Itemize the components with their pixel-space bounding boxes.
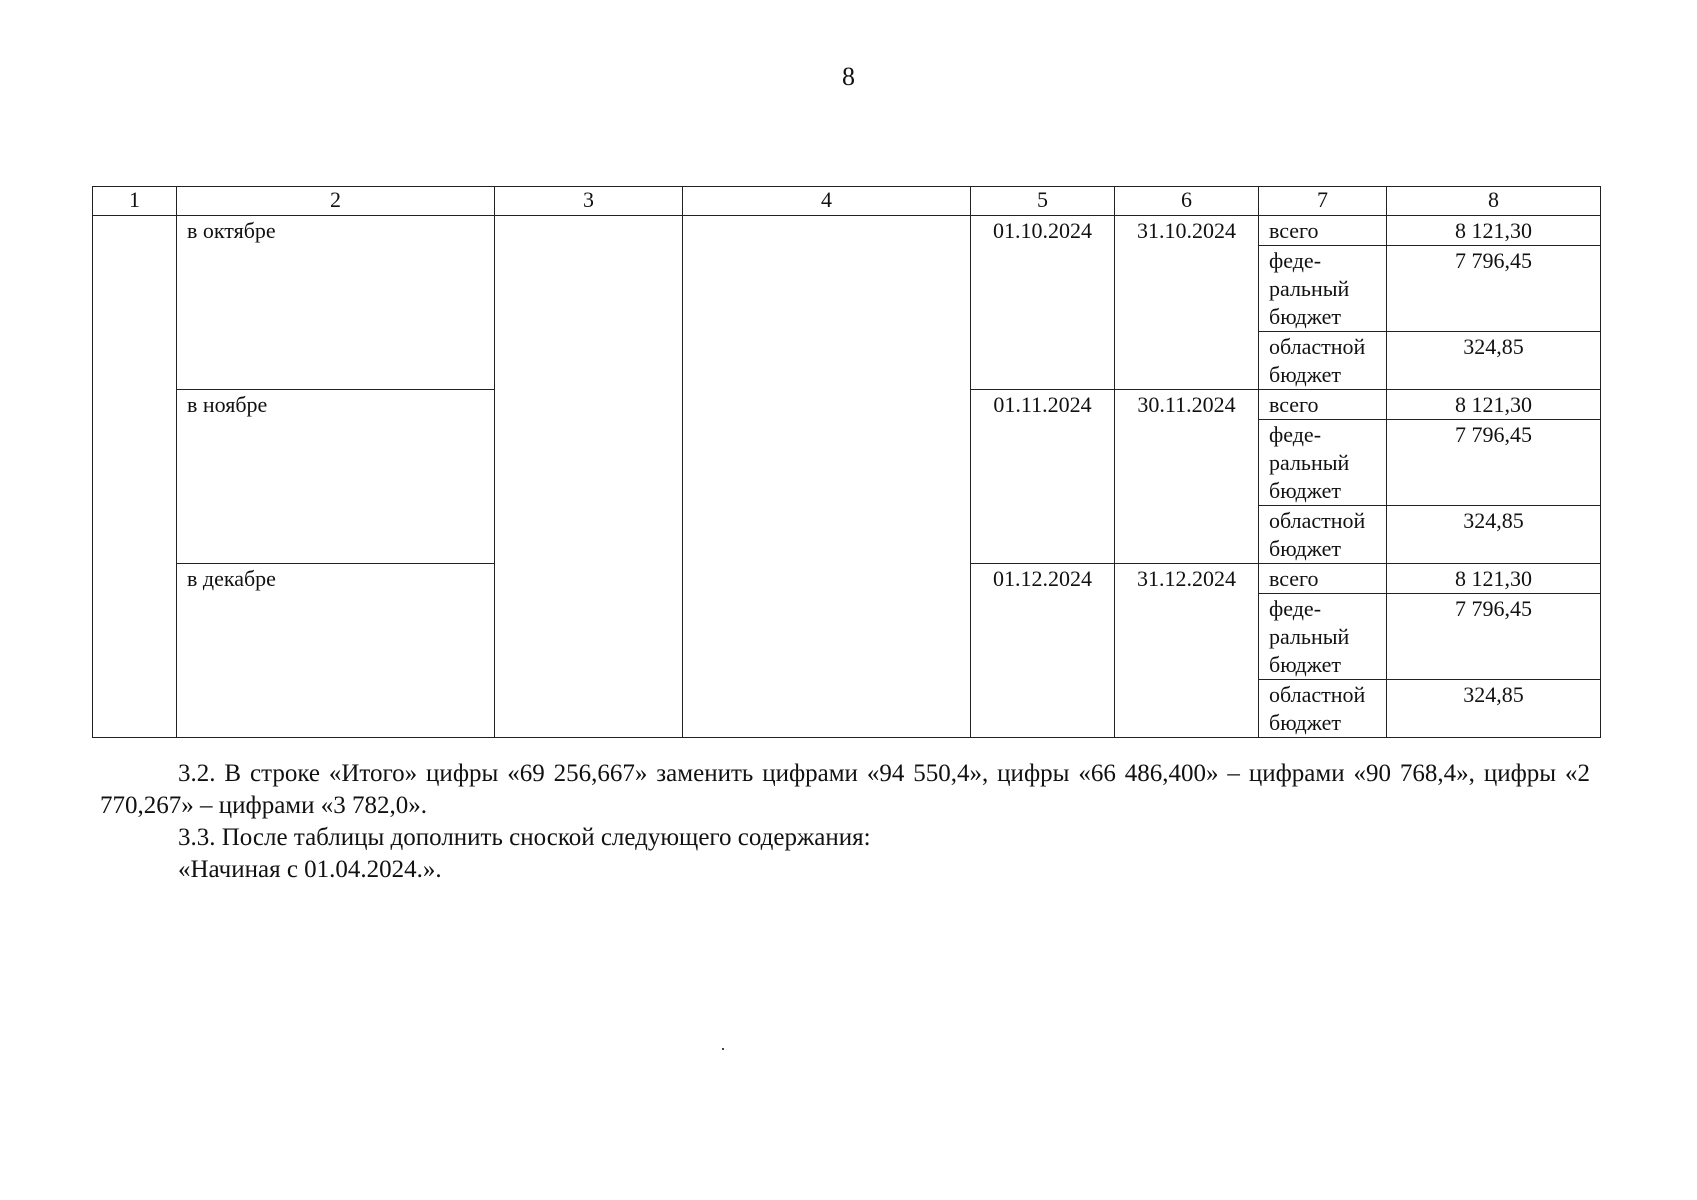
- header-cell: 8: [1387, 187, 1601, 216]
- category-total: всего: [1259, 390, 1387, 420]
- col4-empty-cell: [683, 216, 971, 738]
- col3-empty-cell: [495, 216, 683, 738]
- amount-total: 8 121,30: [1387, 216, 1601, 246]
- header-cell: 6: [1115, 187, 1259, 216]
- paragraph-3-2: 3.2. В строке «Итого» цифры «69 256,667» заменить цифрами «94 550,4», цифры «66 486,400» – цифрами «90 768,4», цифры «2 770,267» – цифрами «3 782,0».: [100, 760, 1590, 819]
- header-cell: 5: [971, 187, 1115, 216]
- category-federal: феде- ральный бюджет: [1259, 594, 1387, 680]
- amount-federal: 7 796,45: [1387, 246, 1601, 332]
- table-header-row: [93, 187, 1601, 216]
- amendment-text: [100, 758, 1590, 886]
- page-number: 8: [842, 62, 855, 91]
- amount-federal: 7 796,45: [1387, 594, 1601, 680]
- amount-regional: 324,85: [1387, 506, 1601, 564]
- header-cell: 3: [495, 187, 683, 216]
- category-regional: областной бюджет: [1259, 506, 1387, 564]
- category-federal: феде- ральный бюджет: [1259, 246, 1387, 332]
- end-date: 30.11.2024: [1115, 390, 1259, 564]
- header-cell: 7: [1259, 187, 1387, 216]
- table-row: [93, 216, 1601, 246]
- category-regional: областной бюджет: [1259, 332, 1387, 390]
- start-date: 01.12.2024: [971, 564, 1115, 738]
- amount-regional: 324,85: [1387, 680, 1601, 738]
- start-date: 01.10.2024: [971, 216, 1115, 390]
- category-regional: областной бюджет: [1259, 680, 1387, 738]
- amount-federal: 7 796,45: [1387, 420, 1601, 506]
- stray-mark: [722, 1048, 724, 1050]
- amount-total: 8 121,30: [1387, 564, 1601, 594]
- category-federal: феде- ральный бюджет: [1259, 420, 1387, 506]
- paragraph-3-3: 3.3. После таблицы дополнить сноской следующего содержания:: [178, 824, 871, 851]
- amount-regional: 324,85: [1387, 332, 1601, 390]
- header-cell: 4: [683, 187, 971, 216]
- start-date: 01.11.2024: [971, 390, 1115, 564]
- paragraph-3-3-quote: «Начиная с 01.04.2024.».: [178, 856, 442, 883]
- budget-table: [92, 186, 1601, 738]
- category-total: всего: [1259, 216, 1387, 246]
- period-label: в октябре: [177, 216, 495, 390]
- end-date: 31.12.2024: [1115, 564, 1259, 738]
- period-label: в декабре: [177, 564, 495, 738]
- end-date: 31.10.2024: [1115, 216, 1259, 390]
- amount-total: 8 121,30: [1387, 390, 1601, 420]
- category-total: всего: [1259, 564, 1387, 594]
- header-cell: 2: [177, 187, 495, 216]
- period-label: в ноябре: [177, 390, 495, 564]
- header-cell: 1: [93, 187, 177, 216]
- col1-empty-cell: [93, 216, 177, 738]
